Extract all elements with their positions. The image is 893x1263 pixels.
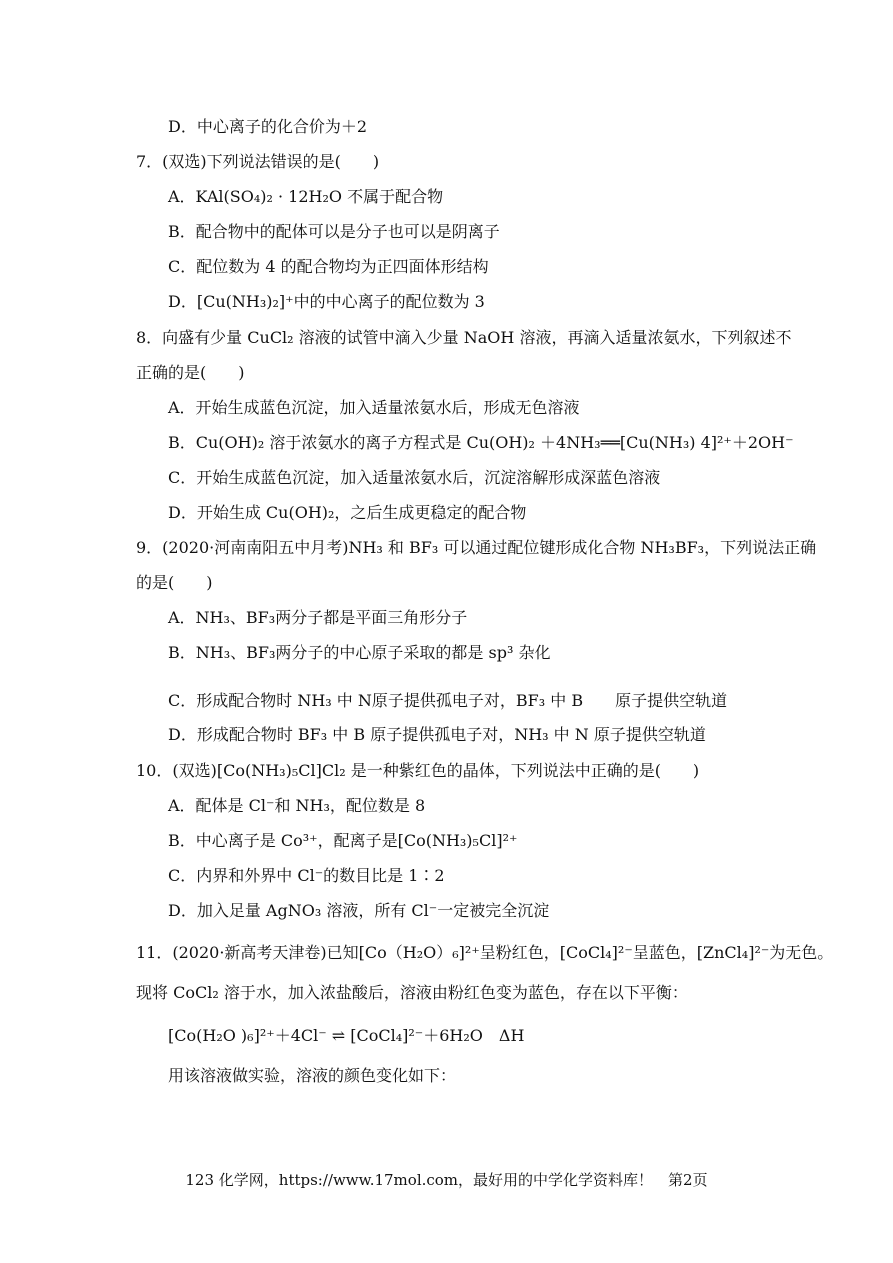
q8-stem-line2: 正确的是( )	[136, 363, 245, 382]
q7-option-b: B．配合物中的配体可以是分子也可以是阴离子	[168, 222, 500, 241]
q10-option-c: C．内界和外界中 Cl⁻的数目比是 1∶2	[168, 866, 445, 885]
q8-option-d: D．开始生成 Cu(OH)₂，之后生成更稳定的配合物	[168, 503, 527, 522]
q8-option-b: B．Cu(OH)₂ 溶于浓氨水的离子方程式是 Cu(OH)₂ ＋4NH₃══[Cu(NH₃) 4]²⁺＋2OH⁻	[168, 433, 794, 452]
q11-equilibrium-equation: [Co(H₂O )₆]²⁺＋4Cl⁻ ⇌ [CoCl₄]²⁻＋6H₂O ΔH	[168, 1026, 525, 1045]
q7-option-c: C．配位数为 4 的配合物均为正四面体形结构	[168, 257, 489, 276]
page-footer: 123 化学网，https://www.17mol.com，最好用的中学化学资料库！ 第2页	[185, 1171, 708, 1189]
q11-stem-line3: 用该溶液做实验，溶液的颜色变化如下：	[168, 1066, 457, 1085]
q7-option-a: A．KAl(SO₄)₂ · 12H₂O 不属于配合物	[168, 187, 444, 206]
q8-option-a: A．开始生成蓝色沉淀，加入适量浓氨水后，形成无色溶液	[168, 398, 580, 417]
q9-option-c: C．形成配合物时 NH₃ 中 N原子提供孤电子对，BF₃ 中 B 原子提供空轨道	[168, 691, 728, 710]
q9-option-d: D．形成配合物时 BF₃ 中 B 原子提供孤电子对，NH₃ 中 N 原子提供空轨道	[168, 725, 706, 744]
q10-stem: 10．(双选)[Co(NH₃)₅Cl]Cl₂ 是一种紫红色的晶体，下列说法中正确的是( )	[136, 761, 700, 780]
q9-option-a: A．NH₃、BF₃两分子都是平面三角形分子	[168, 608, 468, 627]
q8-stem-line1: 8．向盛有少量 CuCl₂ 溶液的试管中滴入少量 NaOH 溶液，再滴入适量浓氨水，下列叙述不	[136, 328, 792, 347]
q7-stem: 7．(双选)下列说法错误的是( )	[136, 152, 380, 171]
q9-stem-line2: 的是( )	[136, 573, 213, 592]
q10-option-a: A．配体是 Cl⁻和 NH₃，配位数是 8	[168, 796, 426, 815]
q10-option-b: B．中心离子是 Co³⁺，配离子是[Co(NH₃)₅Cl]²⁺	[168, 831, 518, 850]
q6-option-d: D．中心离子的化合价为＋2	[168, 117, 368, 136]
q8-option-c: C．开始生成蓝色沉淀，加入适量浓氨水后，沉淀溶解形成深蓝色溶液	[168, 468, 661, 487]
q11-stem-line2: 现将 CoCl₂ 溶于水，加入浓盐酸后，溶液由粉红色变为蓝色，存在以下平衡：	[136, 983, 688, 1002]
q9-stem-line1: 9．(2020·河南南阳五中月考)NH₃ 和 BF₃ 可以通过配位键形成化合物 NH₃BF₃，下列说法正确	[136, 538, 817, 557]
q11-stem-line1: 11．(2020·新高考天津卷)已知[Co（H₂O）₆]²⁺呈粉红色，[CoCl₄]²⁻呈蓝色，[ZnCl₄]²⁻为无色。	[136, 943, 834, 962]
q10-option-d: D．加入足量 AgNO₃ 溶液，所有 Cl⁻一定被完全沉淀	[168, 901, 550, 920]
q7-option-d: D．[Cu(NH₃)₂]⁺中的中心离子的配位数为 3	[168, 292, 485, 311]
q9-option-b: B．NH₃、BF₃两分子的中心原子采取的都是 sp³ 杂化	[168, 643, 551, 662]
